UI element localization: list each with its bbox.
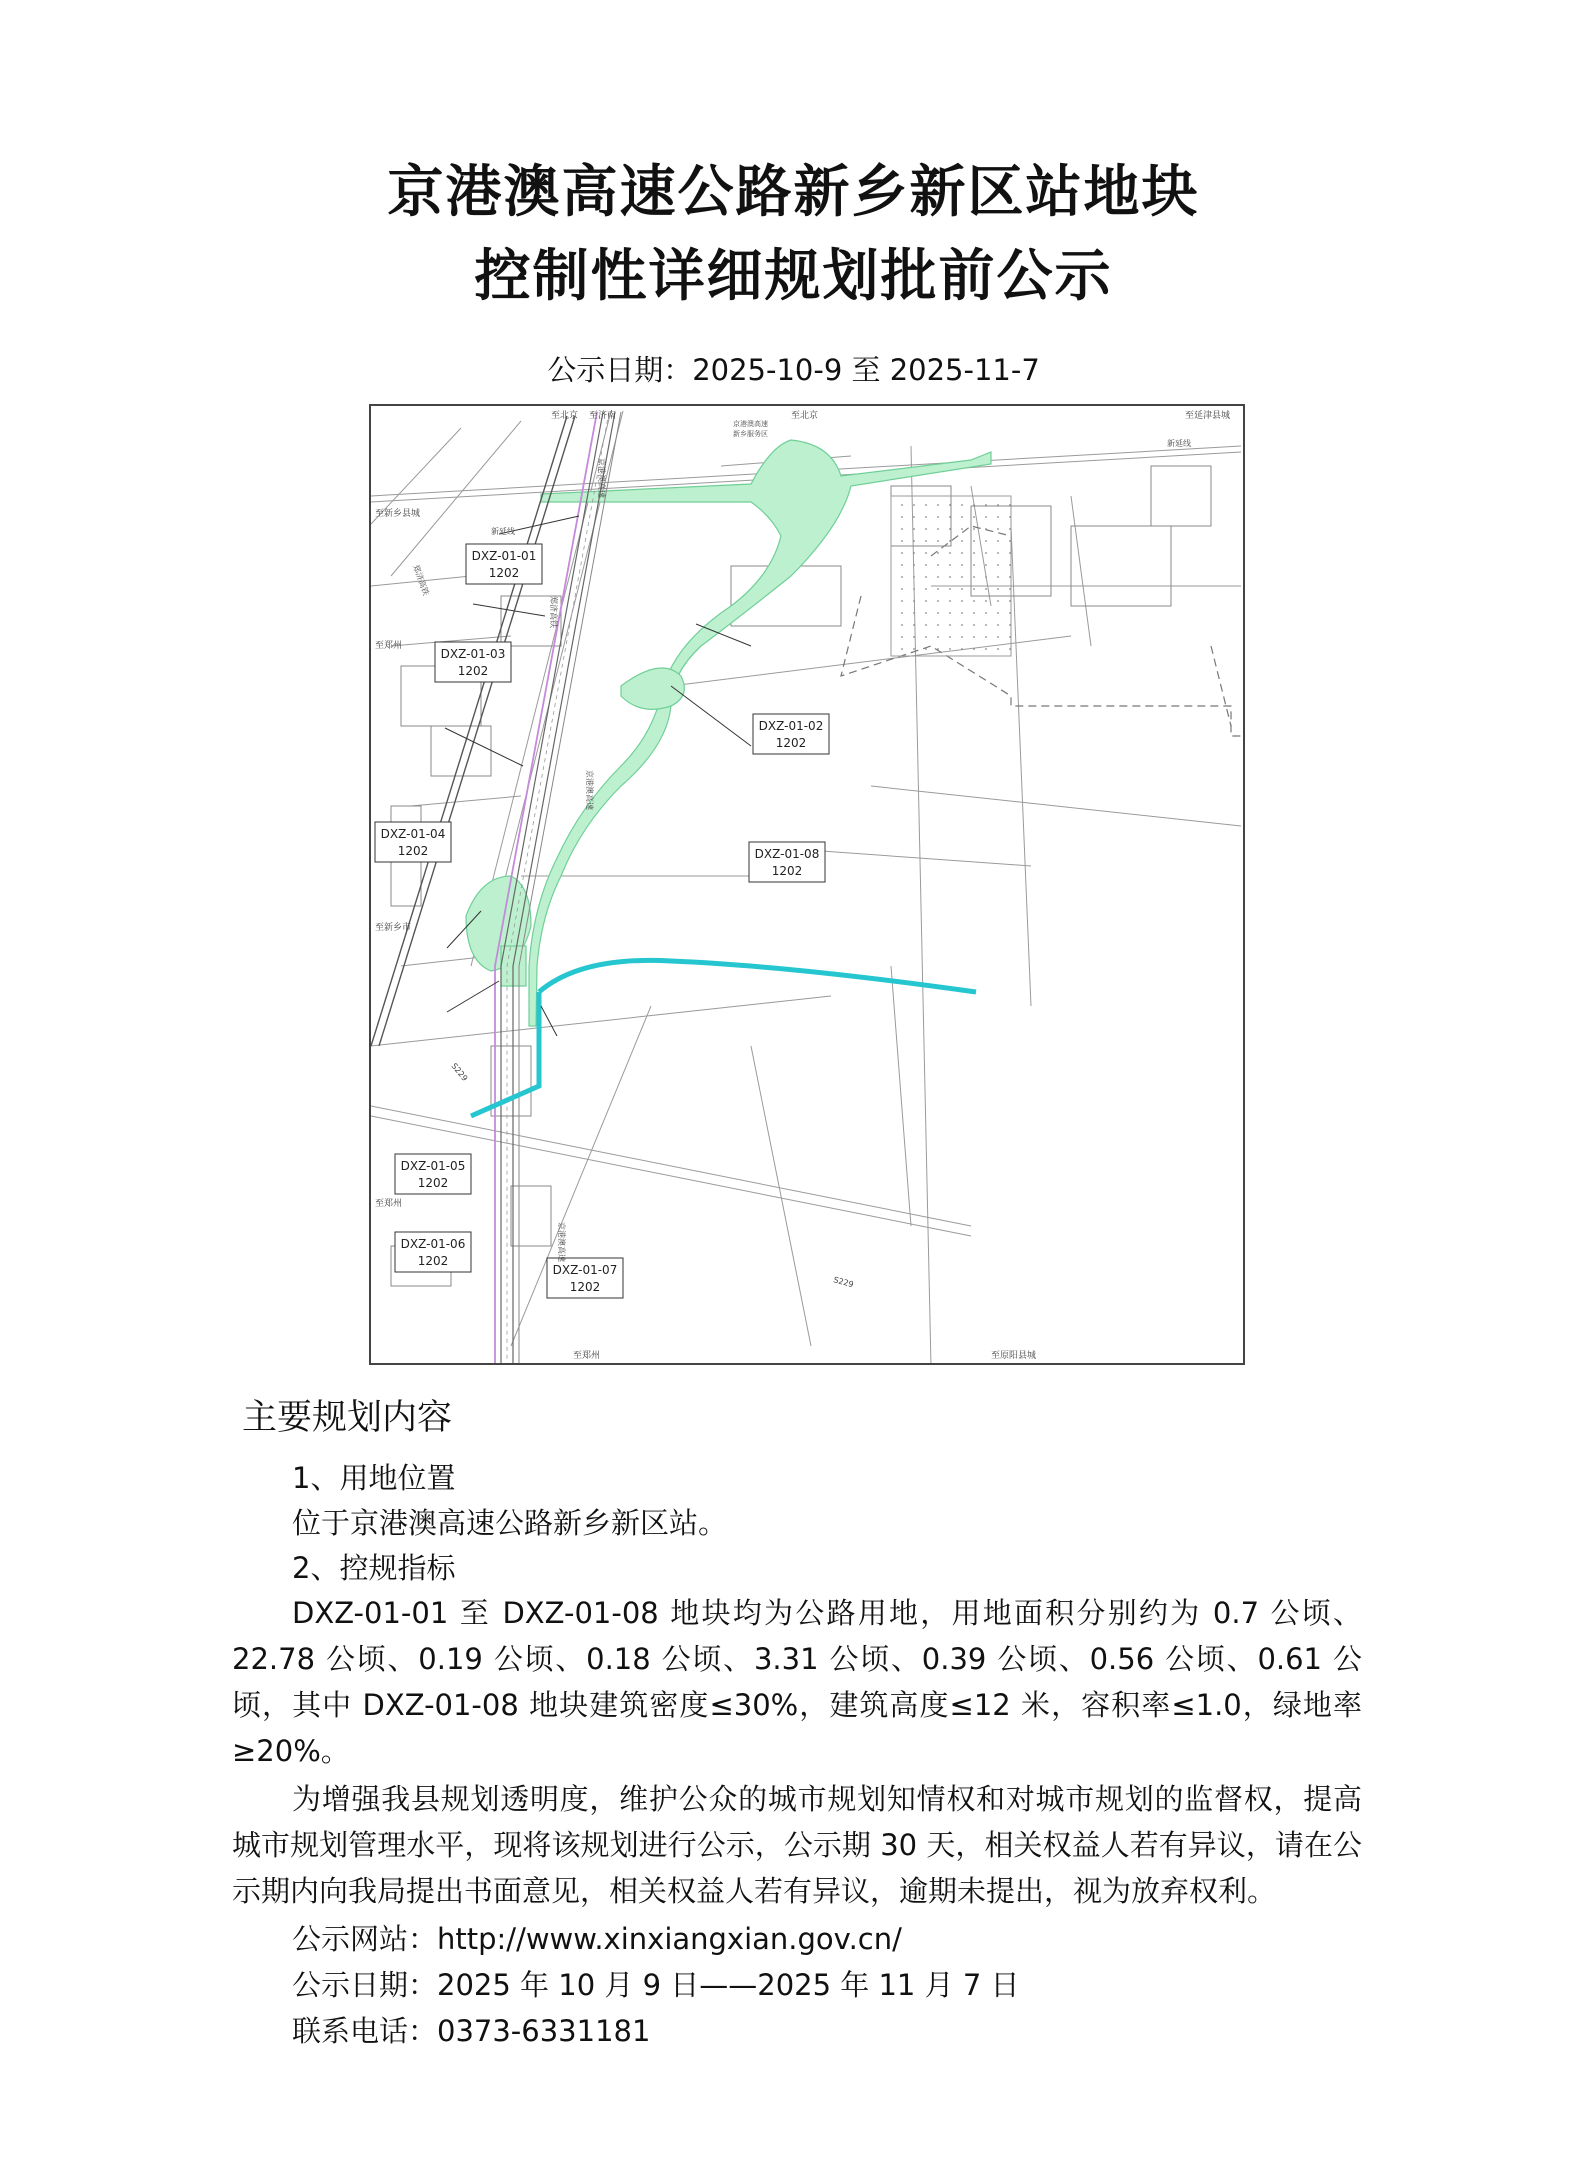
item2-text: DXZ-01-01 至 DXZ-01-08 地块均为公路用地，用地面积分别约为 0.7 公顷、22.78 公顷、0.19 公顷、0.18 公顷、3.31 公顷、0.39 公顷、0.56 公顷、0.61 公顷，其中 DXZ-01-08 地块建筑密度≤30%，建筑高度≤12 米，容积率≤1.0，绿地率≥20%。 [232,1596,1362,1768]
parcel-label-01-08 [749,842,825,882]
parcel-label-01-05 [395,1154,471,1194]
road-label: S229 [449,1061,470,1083]
road-label: 京港澳高速 [557,1222,566,1262]
parcel-code: DXZ-01-01 [471,549,537,563]
parcel-code: DXZ-01-06 [400,1237,466,1251]
publish-date-line: 公示日期：2025-10-9 至 2025-11-7 [547,353,1040,387]
parcel-label-01-02 [753,714,829,754]
parcel-code: DXZ-01-03 [440,647,506,661]
parcel-land-code: 1202 [775,736,807,750]
parcel-labels [375,544,829,1298]
road-label: 至郑州 [375,641,403,651]
publish-period-line: 公示日期：2025 年 10 月 9 日——2025 年 11 月 7 日 [292,1968,1020,2002]
road-label: 至郑州 [375,1199,403,1209]
parcel-land-code: 1202 [569,1280,601,1294]
parcel-land-code: 1202 [417,1176,449,1190]
planning-map [369,404,1245,1365]
road-label: 郑济高铁 [549,596,558,628]
road-label: 京港澳高速 [733,420,768,428]
road-label: 至北京 [791,411,819,421]
website-line: 公示网站：http://www.xinxiangxian.gov.cn/ [292,1922,902,1956]
road-label: S229 [832,1275,855,1290]
parcel-label-01-01 [466,544,542,584]
parcel-code: DXZ-01-07 [552,1263,618,1277]
road-label: 至延津县城 [1185,411,1231,421]
parcel-land-code: 1202 [488,566,520,580]
road-label: 至济南 [589,411,617,421]
parcel-code: DXZ-01-05 [400,1159,466,1173]
planning-map-drawing [371,406,1243,1363]
road-label: 新乡服务区 [733,430,768,438]
contact-phone-line: 联系电话：0373-6331181 [292,2014,651,2048]
page-title-line-1: 京港澳高速公路新乡新区站地块 [387,160,1200,225]
item1-text: 位于京港澳高速公路新乡新区站。 [292,1506,728,1540]
parcel-label-01-03 [435,642,511,682]
road-label: 京港澳高速 [597,458,606,498]
road-label: 新延线 [1167,439,1191,448]
parcel-code: DXZ-01-04 [380,827,446,841]
parcel-land-code: 1202 [771,864,803,878]
road-label: 至原阳县城 [991,1351,1037,1361]
parcel-code: DXZ-01-08 [754,847,820,861]
road-label: 新延线 [491,527,515,536]
road-label: 京港澳高速 [585,770,594,810]
road-label: 至新乡县城 [375,509,421,519]
parcel-label-01-04 [375,822,451,862]
dotted-area [891,496,1011,656]
parcel-code: DXZ-01-02 [758,719,824,733]
parcel-label-01-07 [547,1258,623,1298]
item2-heading: 2、控规指标 [292,1551,456,1585]
parcel-label-01-06 [395,1232,471,1272]
road-label: 至郑州 [573,1351,601,1361]
section-title: 主要规划内容 [242,1398,453,1438]
notice-text: 为增强我县规划透明度，维护公众的城市规划知情权和对城市规划的监督权，提高城市规划管理水平，现将该规划进行公示，公示期 30 天，相关权益人若有异议，请在公示期内向我局提出书面意见，相关权益人若有异议，逾期未提出，视为放弃权利。 [232,1782,1362,1908]
parcel-land-code: 1202 [417,1254,449,1268]
parcel-land-code: 1202 [457,664,489,678]
item1-heading: 1、用地位置 [292,1461,456,1495]
road-label: 至北京 [551,411,579,421]
road-label: 至新乡市 [375,923,412,933]
page-title-line-2: 控制性详细规划批前公示 [474,244,1113,309]
parcel-land-code: 1202 [397,844,429,858]
road-label: 郑济高铁 [411,563,431,597]
